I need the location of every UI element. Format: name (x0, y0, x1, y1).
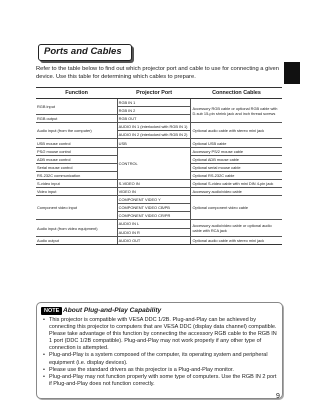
page-title: Ports and Cables (44, 46, 122, 57)
cell-function: RGB output (36, 115, 117, 123)
table-row (36, 220, 282, 228)
cell-cable: Optional audio cable with stereo mini jack (191, 123, 282, 139)
cell-function: Audio input (from the computer) (36, 123, 117, 139)
cell-cable: Optional S-video cable with mini DIN 4-pin jack (191, 179, 282, 187)
cell-port: AUDIO OUT (117, 236, 191, 244)
cell-port: AUDIO IN L (117, 220, 191, 228)
cell-function: RGB input (36, 99, 117, 115)
cell-function: Video input (36, 188, 117, 196)
cell-port: AUDIO IN R (117, 228, 191, 236)
table-row (36, 196, 282, 204)
cell-port: CONTROL (117, 147, 191, 179)
cell-function: Component video input (36, 196, 117, 220)
cell-function: Serial mouse control (36, 163, 117, 171)
header-function: Function (36, 88, 117, 99)
note-heading: About Plug-and-Play Capability (63, 307, 162, 314)
table-row (36, 99, 282, 107)
cell-cable: Accessory PS/2 mouse cable (191, 147, 282, 155)
cell-port: COMPONENT VIDEO Y (117, 196, 191, 204)
cell-cable: Accessory audio/video cable or optional audio cable with RCA jack (191, 220, 282, 236)
section-title-box (38, 44, 132, 61)
cell-cable: Accessory RGB cable or optional RGB cable with D-sub 15-pin shrink jack and inch thread screws (191, 99, 282, 123)
cell-port: AUDIO IN 1 (interlocked with RGB IN 1) (117, 123, 191, 131)
cell-function: Audio output (36, 236, 117, 244)
cell-cable: Optional RS-232C cable (191, 171, 282, 179)
note-item: • Plug-and-Play may not function properly with some type of computers. Use the RGB IN 2 port if Plug-and-Play does not function correctly. (43, 374, 279, 388)
cell-port: COMPONENT VIDEO CB/PB (117, 204, 191, 212)
ports-cables-table (36, 87, 282, 245)
cell-cable: Optional serial mouse cable (191, 163, 282, 171)
cell-cable: Optional ADB mouse cable (191, 155, 282, 163)
cell-cable: Optional component video cable (191, 196, 282, 220)
page-number: 9 (276, 393, 280, 400)
table-row (36, 236, 282, 244)
cell-cable: Accessory audio/video cable (191, 188, 282, 196)
cell-port: RGB IN 2 (117, 107, 191, 115)
cell-function: RS-232C communication (36, 171, 117, 179)
note-item: • Plug-and-Play is a system composed of the computer, its operating system and peripheral equipment (i.e. display devices). (43, 352, 279, 366)
note-item: • Please use the standard drivers as this projector is a Plug-and-Play monitor. (43, 367, 279, 374)
cell-port: COMPONENT VIDEO CR/PR (117, 212, 191, 220)
table-row (36, 147, 282, 155)
cell-function: Audio input (from video equipment) (36, 220, 117, 236)
section-tab-marker (284, 62, 300, 84)
cell-port: S-VIDEO IN (117, 179, 191, 187)
plug-and-play-note (36, 302, 283, 399)
cell-port: AUDIO IN 2 (interlocked with RGB IN 2) (117, 131, 191, 139)
header-connection-cables: Connection Cables (191, 88, 282, 99)
cell-port: RGB IN 1 (117, 99, 191, 107)
table-row (36, 188, 282, 196)
cell-function: ADB mouse control (36, 155, 117, 163)
cell-port: VIDEO IN (117, 188, 191, 196)
cell-port: RGB OUT (117, 115, 191, 123)
cell-cable: Optional USB cable (191, 139, 282, 147)
intro-paragraph: Refer to the table below to find out which projector port and cable to use for connecting a given device. Use this table for determining which cables to prepare. (36, 66, 279, 80)
cell-function: USB mouse control (36, 139, 117, 147)
cell-port: USB (117, 139, 191, 147)
cell-function: S-video input (36, 179, 117, 187)
note-badge: NOTE (41, 307, 62, 315)
note-item: • This projector is compatible with VESA DDC 1/2B. Plug-and-Play can be achieved by connecting this projector to computers that are VESA DDC (display data channel) compatible. Please take advantage of this function by connecting the accessory RGB cable to the RGB IN 1 port (DDC 1/2B compatible). Plug-and-Play may not work properly if any other type of connection is attempted. (43, 317, 279, 352)
note-list (43, 317, 279, 388)
header-projector-port: Projector Port (117, 88, 191, 99)
table-row (36, 179, 282, 187)
table-row (36, 123, 282, 131)
cell-cable: Optional audio cable with stereo mini jack (191, 236, 282, 244)
cell-function: PS/2 mouse control (36, 147, 117, 155)
table-header-row (36, 88, 282, 99)
table-row (36, 139, 282, 147)
